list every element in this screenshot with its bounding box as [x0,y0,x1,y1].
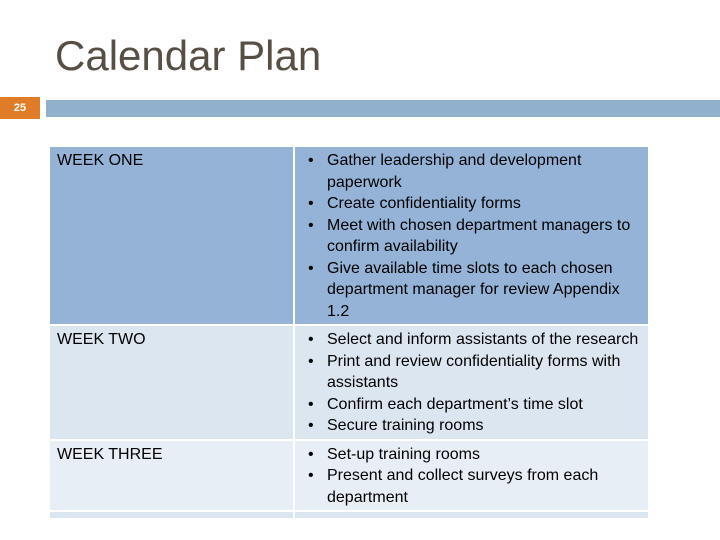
table-row [49,511,649,519]
list-item: • Give available time slots to each chosen department manager for review Appendix 1.2 [303,258,644,323]
table-row [49,325,649,440]
slide-title: Calendar Plan [55,32,322,79]
task-cell [294,325,649,440]
table-row [49,146,649,325]
slide-number: 25 [0,97,40,119]
list-item: • Meet with chosen department managers to confirm availability [303,215,644,258]
list-item: • Gather leadership and development paperwork [303,150,644,193]
week-label: WEEK ONE [49,146,294,325]
empty-cell [294,511,649,519]
list-item: • Select and inform assistants of the research [303,329,644,351]
table-row [49,440,649,512]
task-list [303,329,644,437]
task-list [303,444,644,509]
list-item: • Present and collect surveys from each department [303,465,644,508]
task-cell [294,440,649,512]
task-list [303,150,644,322]
list-item: • Secure training rooms [303,415,644,437]
task-cell [294,146,649,325]
list-item: • Print and review confidentiality forms with assistants [303,351,644,394]
list-item: • Confirm each department’s time slot [303,394,644,416]
calendar-table [48,145,650,520]
header-bar [46,100,720,117]
empty-cell [49,511,294,519]
list-item: • Create confidentiality forms [303,193,644,215]
week-label: WEEK TWO [49,325,294,440]
list-item: • Set-up training rooms [303,444,644,466]
week-label: WEEK THREE [49,440,294,512]
